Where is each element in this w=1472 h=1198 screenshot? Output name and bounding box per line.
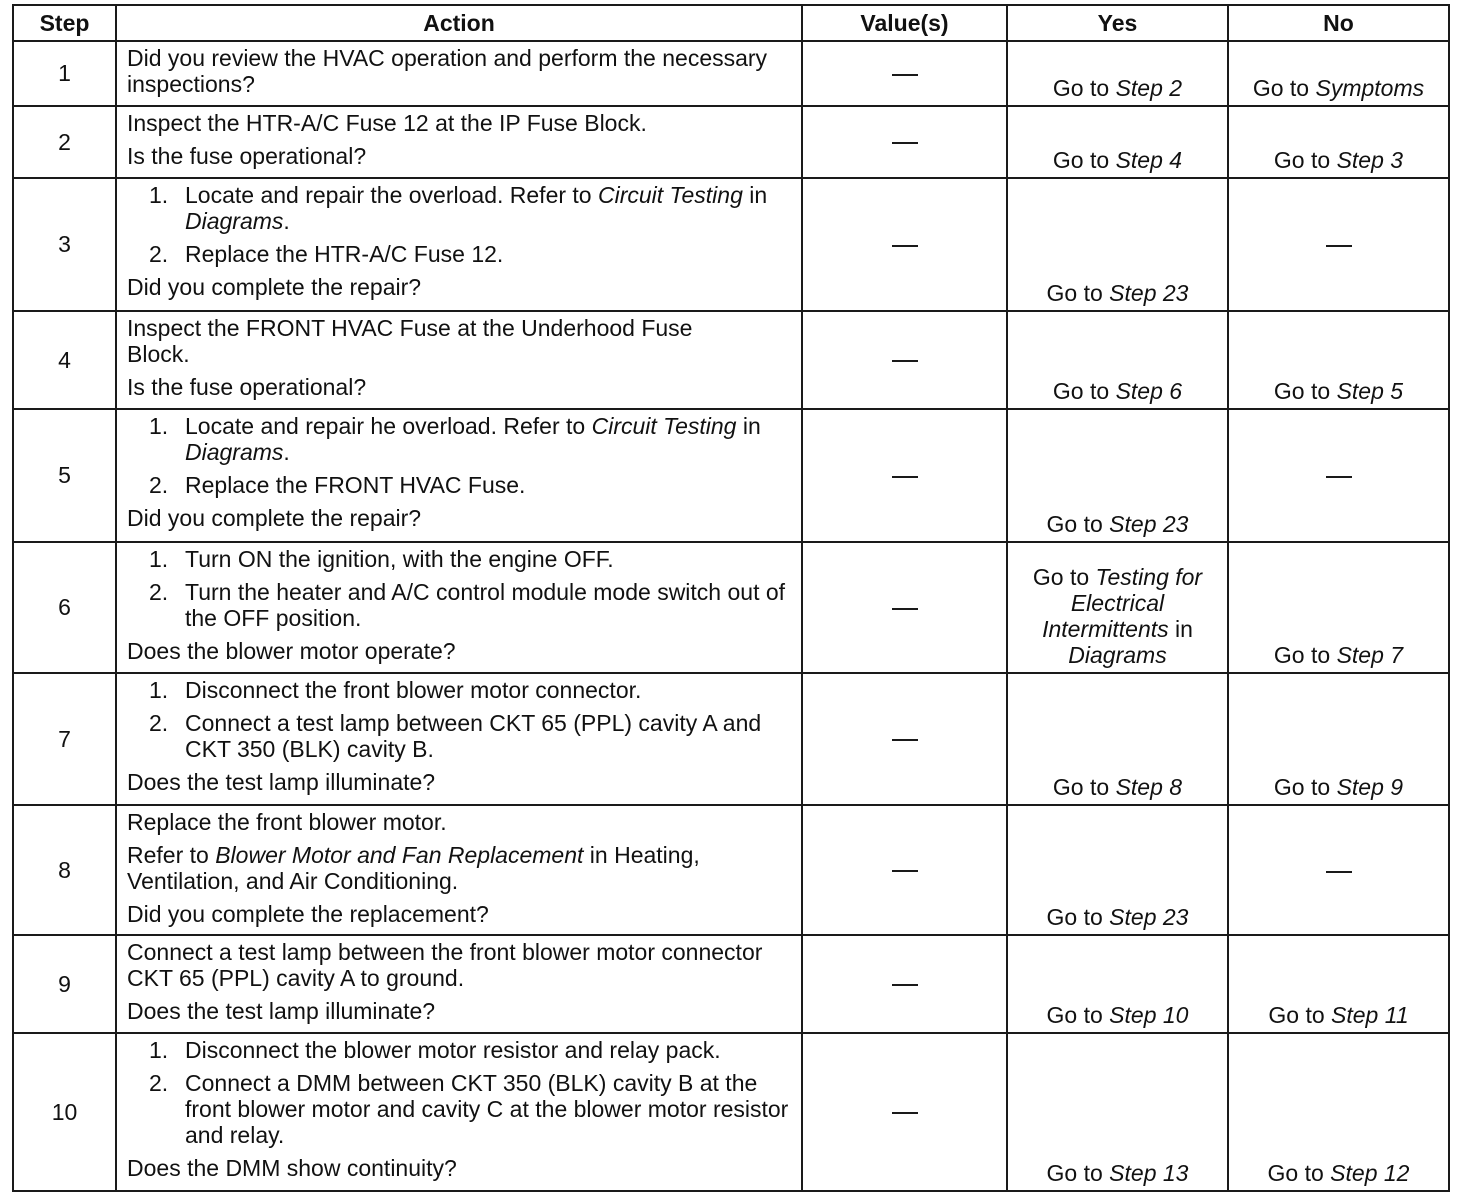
item-text: Connect a DMM between CKT 350 (BLK) cavity B at the front blower motor and cavity C at the blower motor resistor and relay. <box>185 1070 789 1148</box>
yes-prefix: Go to <box>1052 147 1116 173</box>
dash-icon <box>892 74 918 76</box>
reference-title: Blower Motor and Fan Replacement <box>215 842 584 868</box>
list-item <box>127 579 791 631</box>
list-item <box>127 241 791 267</box>
yes-cell <box>1007 1033 1228 1191</box>
yes-prefix: Go to <box>1052 378 1116 404</box>
yes-target: Testing for Electrical Intermittents <box>1042 564 1203 642</box>
dash-icon <box>892 870 918 872</box>
no-cell <box>1228 935 1449 1033</box>
action-text: Inspect the FRONT HVAC Fuse at the Underhood Fuse Block. <box>127 315 693 367</box>
action-list <box>127 677 791 762</box>
item-number: 1. <box>149 677 169 703</box>
step-number: 9 <box>13 935 116 1033</box>
value-cell <box>802 41 1007 106</box>
diagnostic-table-sheet <box>12 4 1448 1192</box>
reference-prefix: Refer to <box>127 842 216 868</box>
header-no: No <box>1228 5 1449 41</box>
item-text-mid: in <box>742 182 768 208</box>
item-number: 2. <box>149 472 169 498</box>
dash-icon <box>1326 871 1352 873</box>
value-cell <box>802 805 1007 935</box>
item-text: Disconnect the blower motor resistor and relay pack. <box>185 1037 721 1063</box>
value-cell <box>802 673 1007 805</box>
action-question: Did you complete the repair? <box>127 274 422 300</box>
header-action: Action <box>116 5 802 41</box>
action-cell <box>116 673 802 805</box>
item-text-end: . <box>283 439 290 465</box>
action-cell <box>116 935 802 1033</box>
step-number: 4 <box>13 311 116 409</box>
action-cell <box>116 1033 802 1191</box>
no-cell <box>1228 106 1449 178</box>
step-number: 2 <box>13 106 116 178</box>
no-cell <box>1228 41 1449 106</box>
table-row <box>13 1033 1449 1191</box>
table-row <box>13 935 1449 1033</box>
action-cell <box>116 41 802 106</box>
yes-target: Step 13 <box>1109 1160 1189 1186</box>
no-cell <box>1228 311 1449 409</box>
item-number: 1. <box>149 182 169 208</box>
action-question: Is the fuse operational? <box>127 143 367 169</box>
value-cell <box>802 542 1007 673</box>
table-body <box>13 41 1449 1191</box>
no-target: Step 9 <box>1336 774 1404 800</box>
no-prefix: Go to <box>1268 1002 1332 1028</box>
list-item <box>127 1070 791 1148</box>
no-target: Step 3 <box>1336 147 1404 173</box>
action-list <box>127 1037 791 1148</box>
no-prefix: Go to <box>1273 774 1337 800</box>
no-prefix: Go to <box>1273 642 1337 668</box>
no-cell <box>1228 805 1449 935</box>
item-text: Disconnect the front blower motor connector. <box>185 677 642 703</box>
table-row <box>13 311 1449 409</box>
header-values: Value(s) <box>802 5 1007 41</box>
yes-target: Step 2 <box>1115 75 1183 101</box>
action-text: Replace the front blower motor. <box>127 809 447 835</box>
no-target: Step 12 <box>1330 1160 1410 1186</box>
value-cell <box>802 935 1007 1033</box>
no-target: Step 5 <box>1336 378 1404 404</box>
value-cell <box>802 409 1007 542</box>
yes-cell <box>1007 178 1228 311</box>
list-item <box>127 546 791 572</box>
dash-icon <box>892 245 918 247</box>
action-question: Is the fuse operational? <box>127 374 367 400</box>
item-text: Replace the HTR-A/C Fuse 12. <box>185 241 504 267</box>
yes-cell <box>1007 935 1228 1033</box>
value-cell <box>802 106 1007 178</box>
list-item <box>127 677 791 703</box>
table-row <box>13 41 1449 106</box>
step-number: 6 <box>13 542 116 673</box>
value-cell <box>802 311 1007 409</box>
item-reference: Diagrams <box>185 208 284 234</box>
yes-cell <box>1007 311 1228 409</box>
diagnostic-table <box>12 4 1450 1192</box>
action-cell <box>116 311 802 409</box>
action-reference <box>127 842 791 894</box>
step-number: 10 <box>13 1033 116 1191</box>
yes-prefix: Go to <box>1052 75 1116 101</box>
action-list <box>127 182 791 267</box>
item-text: Turn ON the ignition, with the engine OFF. <box>185 546 614 572</box>
item-text-end: . <box>283 208 290 234</box>
action-cell <box>116 805 802 935</box>
header-yes: Yes <box>1007 5 1228 41</box>
dash-icon <box>892 608 918 610</box>
list-item <box>127 710 791 762</box>
action-question: Does the DMM show continuity? <box>127 1155 457 1181</box>
list-item <box>127 182 791 234</box>
no-prefix: Go to <box>1252 75 1316 101</box>
item-text: Connect a test lamp between CKT 65 (PPL) cavity A and CKT 350 (BLK) cavity B. <box>185 710 762 762</box>
item-reference: Circuit Testing <box>597 182 743 208</box>
table-row <box>13 542 1449 673</box>
yes-target: Step 23 <box>1109 280 1189 306</box>
header-row <box>13 5 1449 41</box>
dash-icon <box>892 476 918 478</box>
reference-suffix: in Heating, Ventilation, and Air Conditioning. <box>127 842 700 894</box>
item-text: Locate and repair the overload. Refer to <box>185 182 598 208</box>
item-number: 2. <box>149 241 169 267</box>
item-number: 2. <box>149 579 169 605</box>
no-cell <box>1228 673 1449 805</box>
action-question: Did you complete the replacement? <box>127 901 489 927</box>
step-number: 1 <box>13 41 116 106</box>
item-number: 1. <box>149 546 169 572</box>
table-row <box>13 106 1449 178</box>
yes-target: Step 23 <box>1109 904 1189 930</box>
yes-prefix: Go to <box>1052 774 1116 800</box>
yes-suffix: in <box>1168 616 1193 642</box>
yes-target: Step 23 <box>1109 511 1189 537</box>
no-prefix: Go to <box>1273 378 1337 404</box>
action-text: Connect a test lamp between the front blower motor connector CKT 65 (PPL) cavity A to ground. <box>127 939 763 991</box>
dash-icon <box>892 1112 918 1114</box>
item-text: Turn the heater and A/C control module mode switch out of the OFF position. <box>185 579 786 631</box>
step-number: 3 <box>13 178 116 311</box>
dash-icon <box>892 739 918 741</box>
yes-cell <box>1007 41 1228 106</box>
item-text: Locate and repair he overload. Refer to <box>185 413 592 439</box>
no-cell <box>1228 542 1449 673</box>
yes-prefix: Go to <box>1046 280 1110 306</box>
yes-target: Step 6 <box>1115 378 1183 404</box>
table-row <box>13 673 1449 805</box>
item-number: 2. <box>149 710 169 736</box>
no-prefix: Go to <box>1273 147 1337 173</box>
action-list <box>127 546 791 631</box>
item-number: 1. <box>149 1037 169 1063</box>
action-question: Does the test lamp illuminate? <box>127 769 436 795</box>
yes-cell <box>1007 673 1228 805</box>
dash-icon <box>892 142 918 144</box>
yes-target-2: Diagrams <box>1068 642 1167 668</box>
no-target: Step 11 <box>1331 1002 1409 1028</box>
yes-prefix: Go to <box>1032 564 1096 590</box>
item-reference: Circuit Testing <box>591 413 737 439</box>
action-question: Does the blower motor operate? <box>127 638 456 664</box>
step-number: 8 <box>13 805 116 935</box>
action-cell <box>116 542 802 673</box>
list-item <box>127 413 791 465</box>
item-text-mid: in <box>736 413 761 439</box>
no-cell <box>1228 1033 1449 1191</box>
item-text: Replace the FRONT HVAC Fuse. <box>185 472 526 498</box>
action-question: Does the test lamp illuminate? <box>127 998 436 1024</box>
value-cell <box>802 178 1007 311</box>
action-cell <box>116 178 802 311</box>
value-cell <box>802 1033 1007 1191</box>
table-row <box>13 805 1449 935</box>
item-number: 2. <box>149 1070 169 1096</box>
list-item <box>127 1037 791 1063</box>
action-list <box>127 413 791 498</box>
action-text: Inspect the HTR-A/C Fuse 12 at the IP Fuse Block. <box>127 110 647 136</box>
header-step: Step <box>13 5 116 41</box>
yes-target: Step 10 <box>1109 1002 1189 1028</box>
action-text: Did you review the HVAC operation and perform the necessary inspections? <box>127 45 768 97</box>
action-cell <box>116 409 802 542</box>
dash-icon <box>892 360 918 362</box>
yes-prefix: Go to <box>1046 1160 1110 1186</box>
no-prefix: Go to <box>1267 1160 1331 1186</box>
dash-icon <box>1326 245 1352 247</box>
no-target: Step 7 <box>1336 642 1404 668</box>
step-number: 7 <box>13 673 116 805</box>
no-cell <box>1228 178 1449 311</box>
no-target: Symptoms <box>1315 75 1425 101</box>
list-item <box>127 472 791 498</box>
table-row <box>13 409 1449 542</box>
yes-target: Step 8 <box>1115 774 1183 800</box>
yes-target: Step 4 <box>1115 147 1183 173</box>
yes-cell <box>1007 542 1228 673</box>
dash-icon <box>892 984 918 986</box>
item-number: 1. <box>149 413 169 439</box>
dash-icon <box>1326 476 1352 478</box>
yes-cell <box>1007 106 1228 178</box>
action-question: Did you complete the repair? <box>127 505 422 531</box>
yes-prefix: Go to <box>1046 904 1110 930</box>
yes-prefix: Go to <box>1046 1002 1110 1028</box>
item-reference: Diagrams <box>185 439 284 465</box>
yes-cell <box>1007 805 1228 935</box>
yes-cell <box>1007 409 1228 542</box>
step-number: 5 <box>13 409 116 542</box>
yes-prefix: Go to <box>1046 511 1110 537</box>
table-row <box>13 178 1449 311</box>
no-cell <box>1228 409 1449 542</box>
action-cell <box>116 106 802 178</box>
